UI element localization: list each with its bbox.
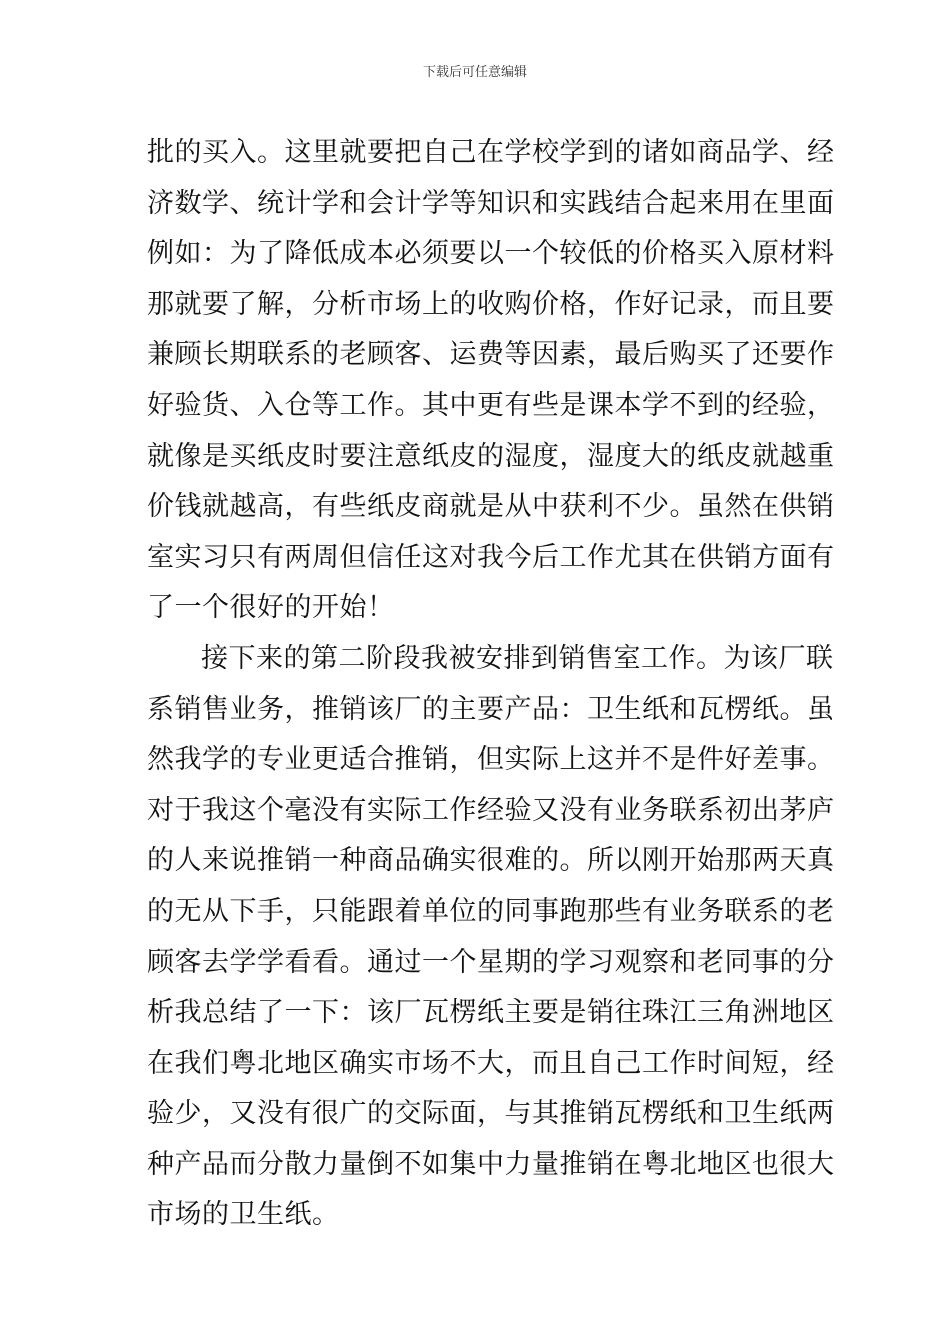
text-line: 兼顾长期联系的老顾客、运费等因素，最后购买了还要作 (147, 339, 835, 371)
document-body (147, 128, 835, 1241)
text-line: 例如：为了降低成本必须要以一个较低的价格买入原材料 (147, 238, 835, 270)
text-line: 然我学的专业更适合推销，但实际上这并不是件好差事。 (147, 744, 835, 776)
text-line: 在我们粤北地区确实市场不大，而且自己工作时间短，经 (147, 1047, 835, 1079)
page-header: 下载后可任意编辑 (422, 65, 527, 80)
text-line: 系销售业务，推销该厂的主要产品：卫生纸和瓦楞纸。虽 (147, 693, 835, 725)
text-line: 顾客去学学看看。通过一个星期的学习观察和老同事的分 (147, 946, 835, 978)
text-line: 了一个很好的开始！ (147, 592, 395, 624)
text-line: 室实习只有两周但信任这对我今后工作尤其在供销方面有 (147, 541, 835, 573)
text-line: 价钱就越高，有些纸皮商就是从中获利不少。虽然在供销 (147, 491, 835, 523)
text-line: 好验货、入仓等工作。其中更有些是课本学不到的经验， (147, 389, 835, 421)
text-line: 验少，又没有很广的交际面，与其推销瓦楞纸和卫生纸两 (147, 1098, 835, 1130)
text-line: 就像是买纸皮时要注意纸皮的湿度，湿度大的纸皮就越重 (147, 440, 835, 472)
text-line: 对于我这个毫没有实际工作经验又没有业务联系初出茅庐 (147, 794, 835, 826)
text-line: 市场的卫生纸。 (147, 1199, 340, 1231)
text-line: 那就要了解，分析市场上的收购价格，作好记录，而且要 (147, 288, 835, 320)
text-line: 济数学、统计学和会计学等知识和实践结合起来用在里面 (147, 187, 835, 219)
paragraph-start-line: 接下来的第二阶段我被安排到销售室工作。为该厂联 (201, 642, 834, 674)
text-line: 的无从下手，只能跟着单位的同事跑那些有业务联系的老 (147, 895, 835, 927)
text-line: 种产品而分散力量倒不如集中力量推销在粤北地区也很大 (147, 1148, 835, 1180)
text-line: 析我总结了一下：该厂瓦楞纸主要是销往珠江三角洲地区 (147, 997, 835, 1029)
text-line: 的人来说推销一种商品确实很难的。所以刚开始那两天真 (147, 845, 835, 877)
text-line: 批的买入。这里就要把自己在学校学到的诸如商品学、经 (147, 137, 835, 168)
